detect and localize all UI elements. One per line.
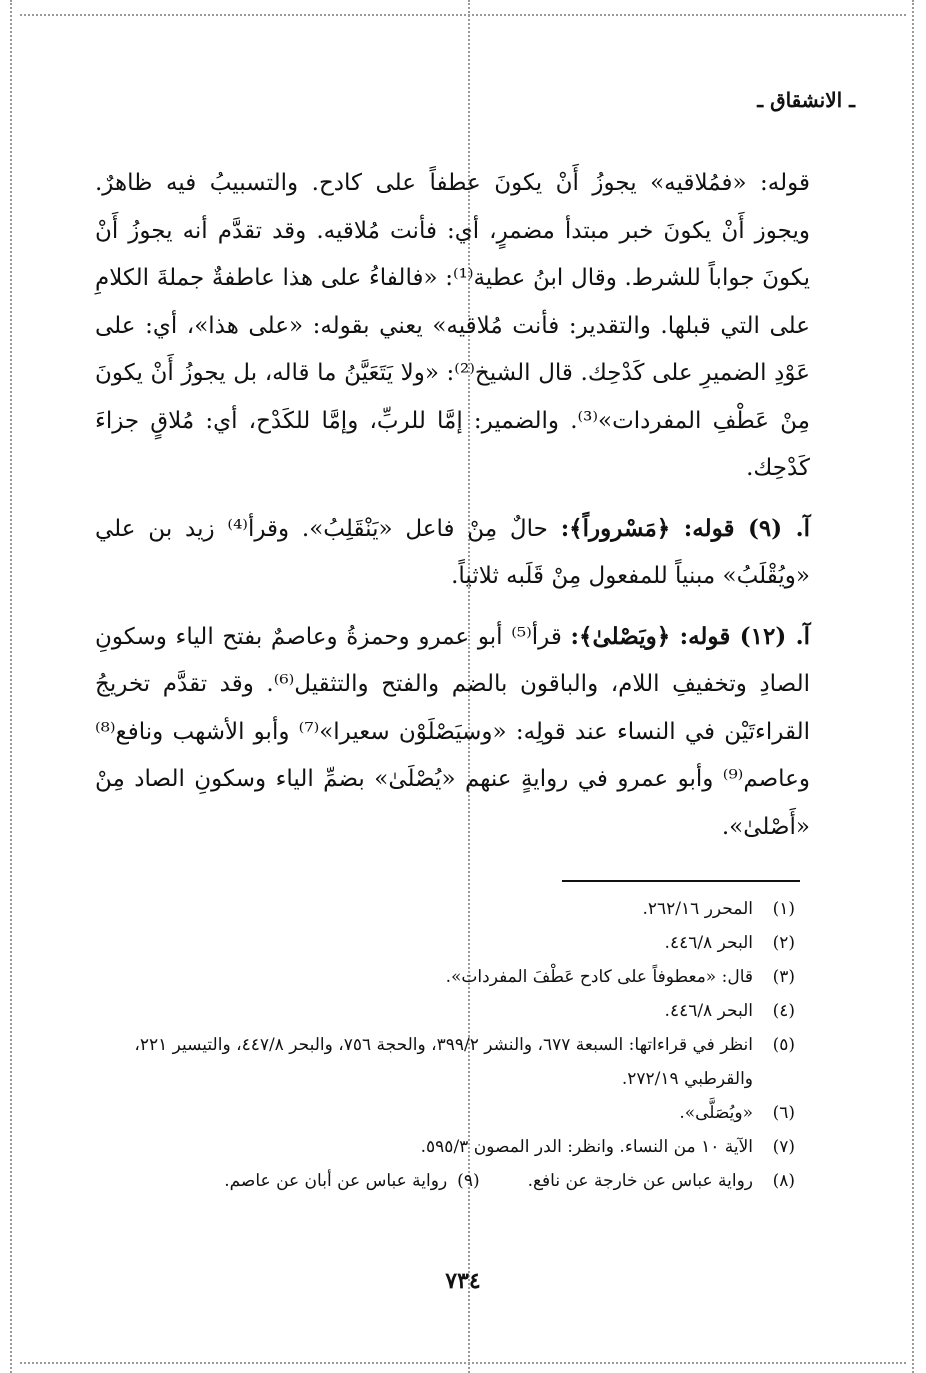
footnote-row-8-9 (95, 1164, 795, 1198)
footnote-4: (٤) البحر ٤٤٦/٨. (664, 1001, 795, 1021)
scan-dotted-line-left (10, 0, 12, 1373)
page-number: ٧٣٤ (445, 1268, 481, 1294)
paragraph-2 (95, 505, 810, 601)
footnote-8: (٨) رواية عباس عن خارجة عن نافع. (527, 1171, 795, 1191)
main-text (95, 160, 810, 851)
footnote-1: (١) المحرر ٢٦٢/١٦. (642, 899, 795, 919)
verse-heading-12: آ. (١٢) قوله: ﴿ويَصْلىٰ﴾: (570, 622, 810, 650)
footnotes (95, 892, 795, 1198)
footnote-2: (٢) البحر ٤٤٦/٨. (664, 933, 795, 953)
verse-heading-9: آ. (٩) قوله: ﴿مَسْروراً﴾: (560, 514, 810, 542)
running-header: ـ الانشقاق ـ (757, 88, 855, 112)
footnote-7: (٧) الآية ١٠ من النساء. وانظر: الدر المصون ٥٩٥/٣. (420, 1137, 795, 1157)
footnote-5: (٥) انظر في قراءاتها: السبعة ٦٧٧، والنشر ٣٩٩/٢، والحجة ٧٥٦، والبحر ٤٤٧/٨، والتيسير ٢٢١، والقرطبي ٢٧٢/١٩. (134, 1035, 795, 1089)
paragraph-3 (95, 613, 810, 852)
scan-dotted-line-top (20, 14, 906, 16)
footnote-6: (٦) «ويُصَلَّى». (679, 1103, 795, 1123)
footnote-9: (٩) رواية عباس عن أبان عن عاصم. (224, 1171, 480, 1191)
paragraph-2-text: حالٌ مِنْ فاعل «يَنْقَلِبُ». وقرأ⁽⁴⁾ زيد بن علي «ويُقْلَبُ» مبنياً للمفعول مِنْ قَلَبه ثلاثياً. (95, 515, 810, 589)
scan-dotted-line-bottom (20, 1362, 906, 1364)
paragraph-3-text: قرأ⁽⁵⁾ أبو عمرو وحمزةُ وعاصمٌ بفتح الياء وسكونِ الصادِ وتخفيفِ اللام، والباقون بالضم والفتح والتثقيل⁽⁶⁾. وقد تقدَّم تخريجُ القراءتَيْن في النساء عند قولِه: «وسيَصْلَوْن سعيرا»⁽⁷⁾ وأبو الأشهب ونافع⁽⁸⁾ وعاصم⁽⁹⁾ وأبو عمرو في روايةٍ عنهم «يُصْلَىٰ» بضمِّ الياء وسكونِ الصاد مِنْ «أَصْلىٰ». (95, 623, 811, 840)
footnote-separator (562, 880, 800, 882)
paragraph-1: قوله: «فمُلاقيه» يجوزُ أَنْ يكونَ عطفاً على كادح. والتسبيبُ فيه ظاهرٌ. ويجوز أَنْ يكونَ خبر مبتدأ مضمرٍ، أي: فأنت مُلاقيه. وقد تقدَّم أنه يجوزُ أَنْ يكونَ جواباً للشرط. وقال ابنُ عطية⁽¹⁾: «فالفاءُ على هذا عاطفةٌ جملةَ الكلامِ على التي قبلها. والتقدير: فأنت مُلاقيه» يعني بقوله: «على هذا»، أي: على عَوْدِ الضميرِ على كَدْحِك. قال الشيخ⁽²⁾: «ولا يَتَعَيَّنُ ما قاله، بل يجوزُ أَنْ يكونَ مِنْ عَطْفِ المفردات»⁽³⁾. والضمير: إمَّا للربِّ، وإمَّا للكَدْح، أي: مُلاقٍ جزاءَ كَدْحِك. (95, 170, 811, 481)
scan-dotted-line-right (912, 0, 914, 1373)
footnote-3: (٣) قال: «معطوفاً على كادح عَطْفَ المفردات». (445, 967, 795, 987)
